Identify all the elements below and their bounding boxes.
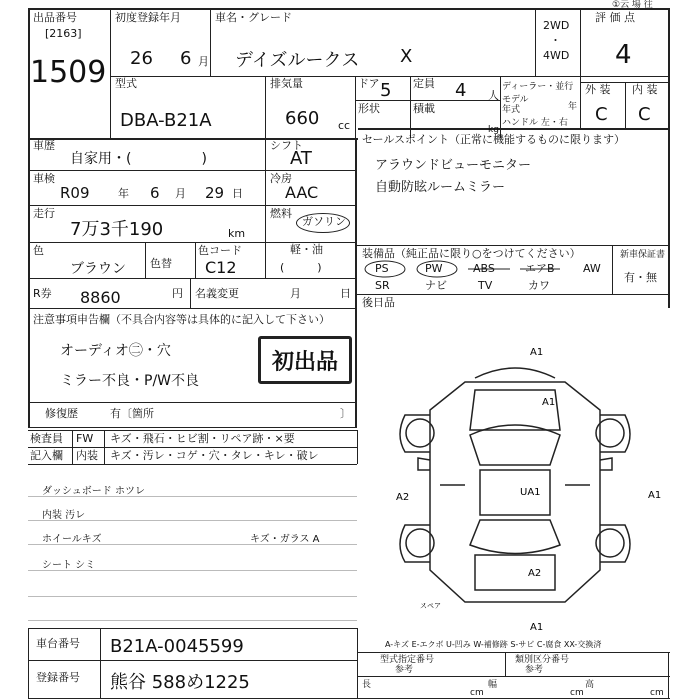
inspector-note-4: シート シミ — [42, 560, 96, 571]
cap-label: 定員 — [413, 77, 435, 90]
equip-navi: ナビ — [425, 279, 447, 292]
dim-len-cm: cm — [470, 688, 484, 698]
inspector-row2: キズ・汚レ・コゲ・穴・タレ・キレ・破レ — [110, 449, 319, 462]
model-unit: 年 — [568, 102, 578, 112]
drive-dot: ・ — [550, 34, 561, 47]
inspector-label1: 検査員 — [30, 432, 63, 445]
drive-2wd: 2WD — [543, 19, 570, 32]
inspector-side-note: キズ・ガラス A — [250, 534, 320, 545]
diagram-label-a2-rear: A2 — [528, 568, 542, 579]
equip-aw: AW — [583, 262, 601, 275]
pw-circle — [417, 261, 457, 277]
hood — [470, 390, 560, 430]
equip-ps: PS — [375, 262, 389, 275]
handle-label: ハンドル 左・右 — [502, 118, 568, 128]
recycle-label: R券 — [33, 287, 52, 300]
fuel-light-oil: 軽・油 — [290, 243, 323, 256]
notes-label: 注意事項申告欄（不具合内容等は具体的に記入して下さい） — [33, 313, 330, 326]
shift-value: AT — [290, 148, 312, 169]
equipment-circles — [360, 258, 600, 278]
type-label: 型式 — [115, 77, 137, 90]
type-cert-label: 型式指定番号 — [380, 655, 435, 665]
ac-value: AAC — [285, 183, 319, 202]
dealer-label: ディーラー・並行 — [502, 82, 574, 92]
windshield — [470, 425, 560, 465]
name-value: デイズルークス — [235, 50, 360, 71]
warranty-label: 新車保証書 — [620, 250, 666, 260]
disp-unit: cc — [338, 119, 351, 132]
reg-label: 初度登録年月 — [115, 11, 181, 24]
color-num-label: 色替 — [150, 257, 172, 270]
ext-label: 外 装 — [585, 83, 611, 96]
notes-line1: オーディオ㊁・穴 — [60, 343, 171, 359]
mileage-label: 走行 — [33, 207, 55, 220]
history-label: 車歴 — [33, 139, 55, 152]
door-label: ドア — [358, 77, 380, 90]
type-value: DBA-B21A — [120, 110, 212, 131]
diagram-label-a1-bottom: A1 — [530, 622, 544, 630]
dim-width-cm: cm — [570, 688, 584, 698]
equip-kawa: カワ — [528, 279, 550, 292]
repair-label: 修復歴 — [45, 407, 78, 420]
color-code-value: C12 — [205, 258, 237, 277]
mirror-r — [600, 458, 612, 470]
diagram-label-ua1: UA1 — [520, 487, 541, 498]
equip-airb: エアB — [525, 262, 555, 275]
chassis-label: 車台番号 — [36, 637, 80, 650]
mileage-value: 7万3千190 — [70, 219, 164, 240]
color-value: ブラウン — [70, 261, 126, 277]
ps-circle — [365, 261, 405, 277]
inspection-month: 6 — [150, 184, 160, 202]
recycle-unit: 円 — [172, 287, 183, 300]
meigi-day: 日 — [340, 287, 351, 300]
top-right-text: ①云 場 往 — [612, 0, 653, 10]
warranty-value: 有・無 — [624, 271, 657, 284]
model-label: モデル 年式 — [502, 95, 529, 115]
sales-line1: アラウンドビューモニター — [375, 158, 532, 173]
inspection-day-unit: 日 — [232, 187, 243, 200]
equipment-label: 装備品（純正品に限り○をつけてください） — [362, 247, 581, 260]
first-listing-stamp-text: 初出品 — [271, 349, 338, 375]
repair-close: 〕 — [340, 407, 351, 420]
int-value: C — [638, 104, 651, 125]
repair-value: 有〔箇所 — [110, 407, 154, 420]
equip-pw: PW — [425, 262, 443, 275]
fuel-gas: ガソリン — [302, 215, 346, 228]
trunk — [475, 555, 555, 590]
inspection-era: R09 — [60, 184, 90, 202]
ac-label: 冷房 — [270, 172, 292, 185]
reg-month: 6 — [180, 48, 192, 69]
score-label: 評 価 点 — [595, 11, 635, 24]
int-label: 内 装 — [632, 83, 658, 96]
meigi-month: 月 — [290, 287, 301, 300]
rear-window — [470, 520, 560, 554]
inspection-label: 車検 — [33, 172, 55, 185]
inspector-note-1: ダッシュボード ホツレ — [42, 486, 145, 497]
inspector-note-2: 内装 汚レ — [42, 510, 86, 521]
class-num-label: 類別区分番号 — [515, 655, 570, 665]
equip-sr: SR — [375, 279, 390, 292]
first-listing-stamp — [258, 336, 352, 384]
inspector-naisou: 内装 — [76, 449, 98, 462]
reg-year: 26 — [130, 48, 153, 69]
color-label: 色 — [33, 244, 44, 257]
class-num-ref: 参考 — [525, 665, 544, 675]
cap-unit: 人 — [488, 89, 499, 102]
equip-tv: TV — [478, 279, 493, 292]
shape-label: 形状 — [358, 102, 380, 115]
score-value: 4 — [615, 40, 632, 70]
diagram-label-a1-right: A1 — [648, 490, 662, 501]
inspection-month-unit: 月 — [175, 187, 186, 200]
equip-abs: ABS — [473, 262, 495, 275]
dim-len: 長 — [362, 680, 372, 690]
inspector-fw: FW — [76, 432, 94, 445]
inspection-day: 29 — [205, 184, 225, 202]
drive-4wd: 4WD — [543, 49, 570, 62]
inspection-year-unit: 年 — [118, 187, 129, 200]
reg-plate-value: 熊谷 588め1225 — [110, 672, 250, 693]
door-value: 5 — [380, 80, 392, 101]
disp-value: 660 — [285, 108, 320, 129]
fuel-paren: ( ) — [280, 261, 322, 274]
meigi-label: 名義変更 — [195, 287, 239, 300]
disp-label: 排気量 — [270, 77, 303, 90]
mileage-unit: km — [228, 227, 246, 240]
diagram-label-spare: スペア — [420, 602, 441, 610]
diagram-label-a1-front: A1 — [542, 397, 556, 408]
inspector-note-3: ホイールキズ — [42, 534, 102, 545]
shift-label: シフト — [270, 139, 303, 152]
lot-number: 1509 — [30, 55, 107, 90]
lot-sub: [2163] — [45, 27, 82, 40]
load-label: 積載 — [413, 102, 435, 115]
fuel-label: 燃料 — [270, 207, 292, 220]
reg-month-unit: 月 — [198, 55, 209, 68]
dim-height-cm: cm — [650, 688, 664, 698]
chassis-value: B21A-0045599 — [110, 636, 244, 657]
reg-plate-label: 登録番号 — [36, 671, 80, 684]
type-cert-ref: 参考 — [395, 665, 414, 675]
damage-legend: A-キズ E-エクボ U-凹み W-補修跡 S-サビ C-腐食 XX-交換済 — [385, 640, 602, 649]
later-label: 後日品 — [362, 296, 395, 309]
body-outline — [430, 382, 600, 602]
mirror-l — [418, 458, 430, 470]
inspector-row1: キズ・飛石・ヒビ割・リペア跡・×要 — [110, 432, 295, 445]
sales-label: セールスポイント（正常に機能するものに限ります） — [362, 133, 626, 146]
diagram-label-a2-left: A2 — [396, 492, 410, 503]
history-value: 自家用・( ) — [70, 151, 207, 167]
car-diagram — [360, 340, 670, 630]
inspector-label2: 記入欄 — [30, 449, 63, 462]
front-bumper — [475, 368, 555, 378]
grade-value: X — [400, 46, 413, 67]
ext-value: C — [595, 104, 608, 125]
lot-label: 出品番号 — [33, 11, 77, 24]
load-unit: kg — [488, 125, 499, 135]
notes-line2: ミラー不良・P/W不良 — [60, 373, 200, 389]
name-label: 車名・グレード — [215, 11, 292, 24]
dim-width: 幅 — [488, 680, 498, 690]
sales-line2: 自動防眩ルームミラー — [375, 180, 506, 195]
diagram-label-a1-top: A1 — [530, 347, 544, 358]
recycle-value: 8860 — [80, 288, 121, 307]
color-code-label: 色コード — [198, 244, 242, 257]
cap-value: 4 — [455, 80, 467, 101]
dim-height: 高 — [585, 680, 595, 690]
